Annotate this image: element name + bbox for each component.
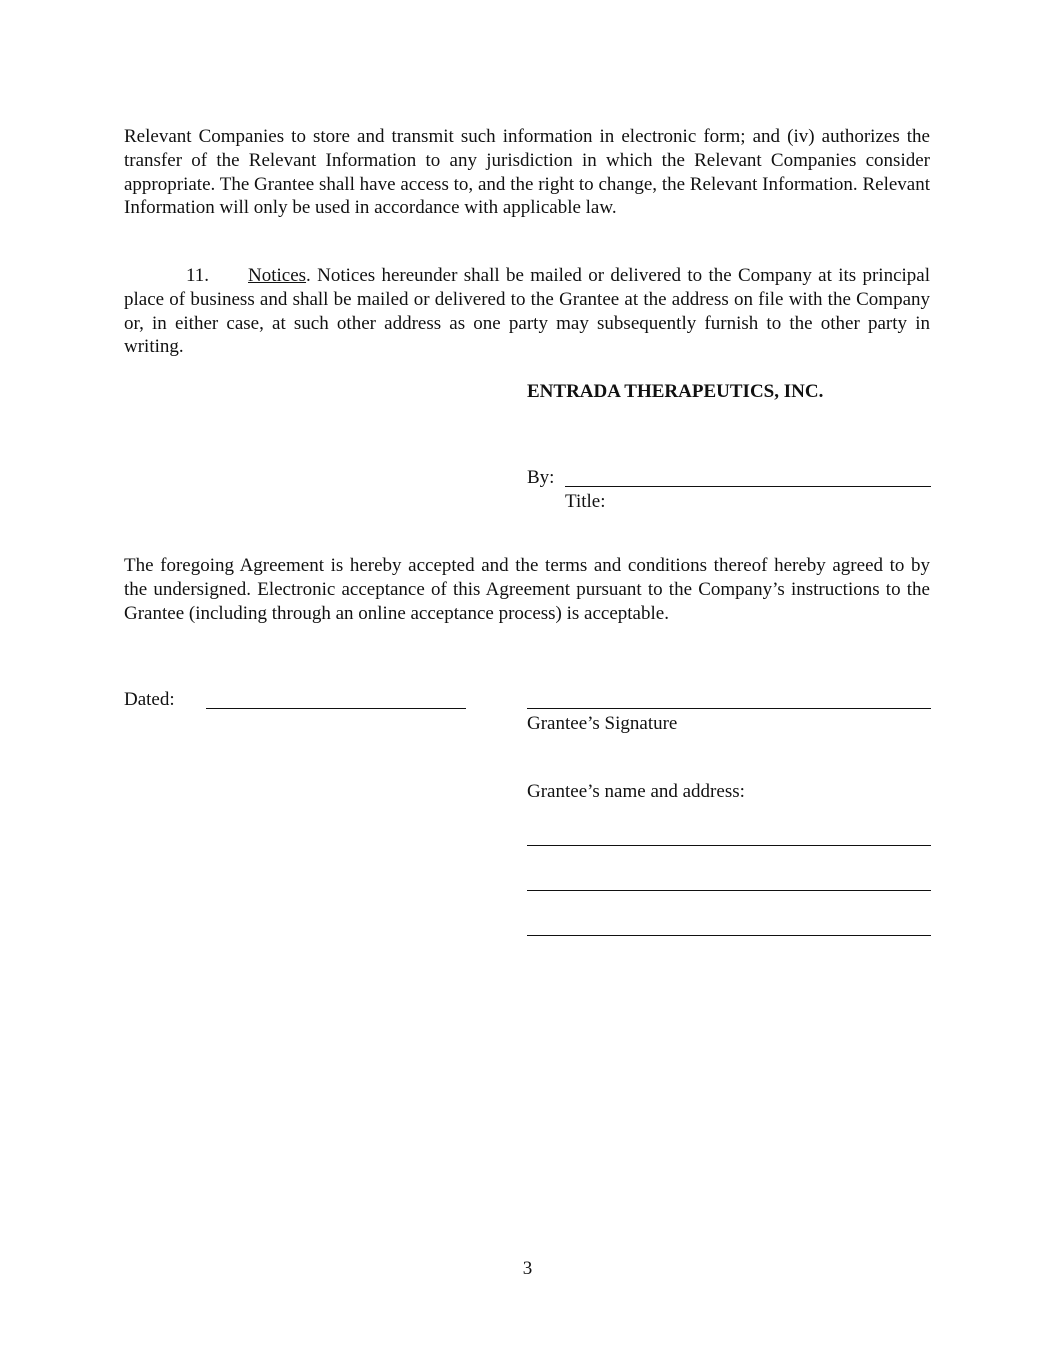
page-number: 3	[522, 1258, 533, 1279]
address-line-3[interactable]	[527, 935, 931, 936]
section-number: 11.	[186, 265, 210, 286]
grantee-signature-line[interactable]	[527, 708, 931, 709]
notices-body: Notices hereunder shall be mailed or delivered to the Company at its principal place of business and shall be mailed or delivered to the Grantee at the address on file with the Company or, in either case, at such other address as one party may subsequently furnish to the other party in writing.	[124, 265, 930, 358]
paragraph-relevant-information: Relevant Companies to store and transmit such information in electronic form; and (iv) authorizes the transfer of the Relevant Information to any jurisdiction in which the Relevant Companies consider appropriate. The Grantee shall have access to, and the right to change, the Relevant Information. Relevant Information will only be used in accordance with applicable law.	[124, 126, 930, 219]
grantee-signature-caption: Grantee’s Signature	[527, 713, 678, 734]
company-signature-line[interactable]	[565, 486, 931, 487]
section-heading-period: .	[306, 265, 311, 286]
by-label: By:	[527, 467, 555, 488]
section-heading-notices: Notices	[248, 265, 307, 286]
dated-label: Dated:	[124, 689, 175, 710]
address-line-2[interactable]	[527, 890, 931, 891]
date-line[interactable]	[206, 708, 466, 709]
grantee-name-address-label: Grantee’s name and address:	[527, 781, 745, 802]
paragraph-notices	[124, 264, 930, 359]
paragraph-acceptance: The foregoing Agreement is hereby accepted and the terms and conditions thereof hereby agreed to by the undersigned. Electronic acceptance of this Agreement pursuant to the Company’s instructions to the Grantee (including through an online acceptance process) is acceptable.	[124, 555, 930, 624]
title-label: Title:	[565, 491, 606, 512]
company-name: ENTRADA THERAPEUTICS, INC.	[527, 381, 824, 402]
address-line-1[interactable]	[527, 845, 931, 846]
